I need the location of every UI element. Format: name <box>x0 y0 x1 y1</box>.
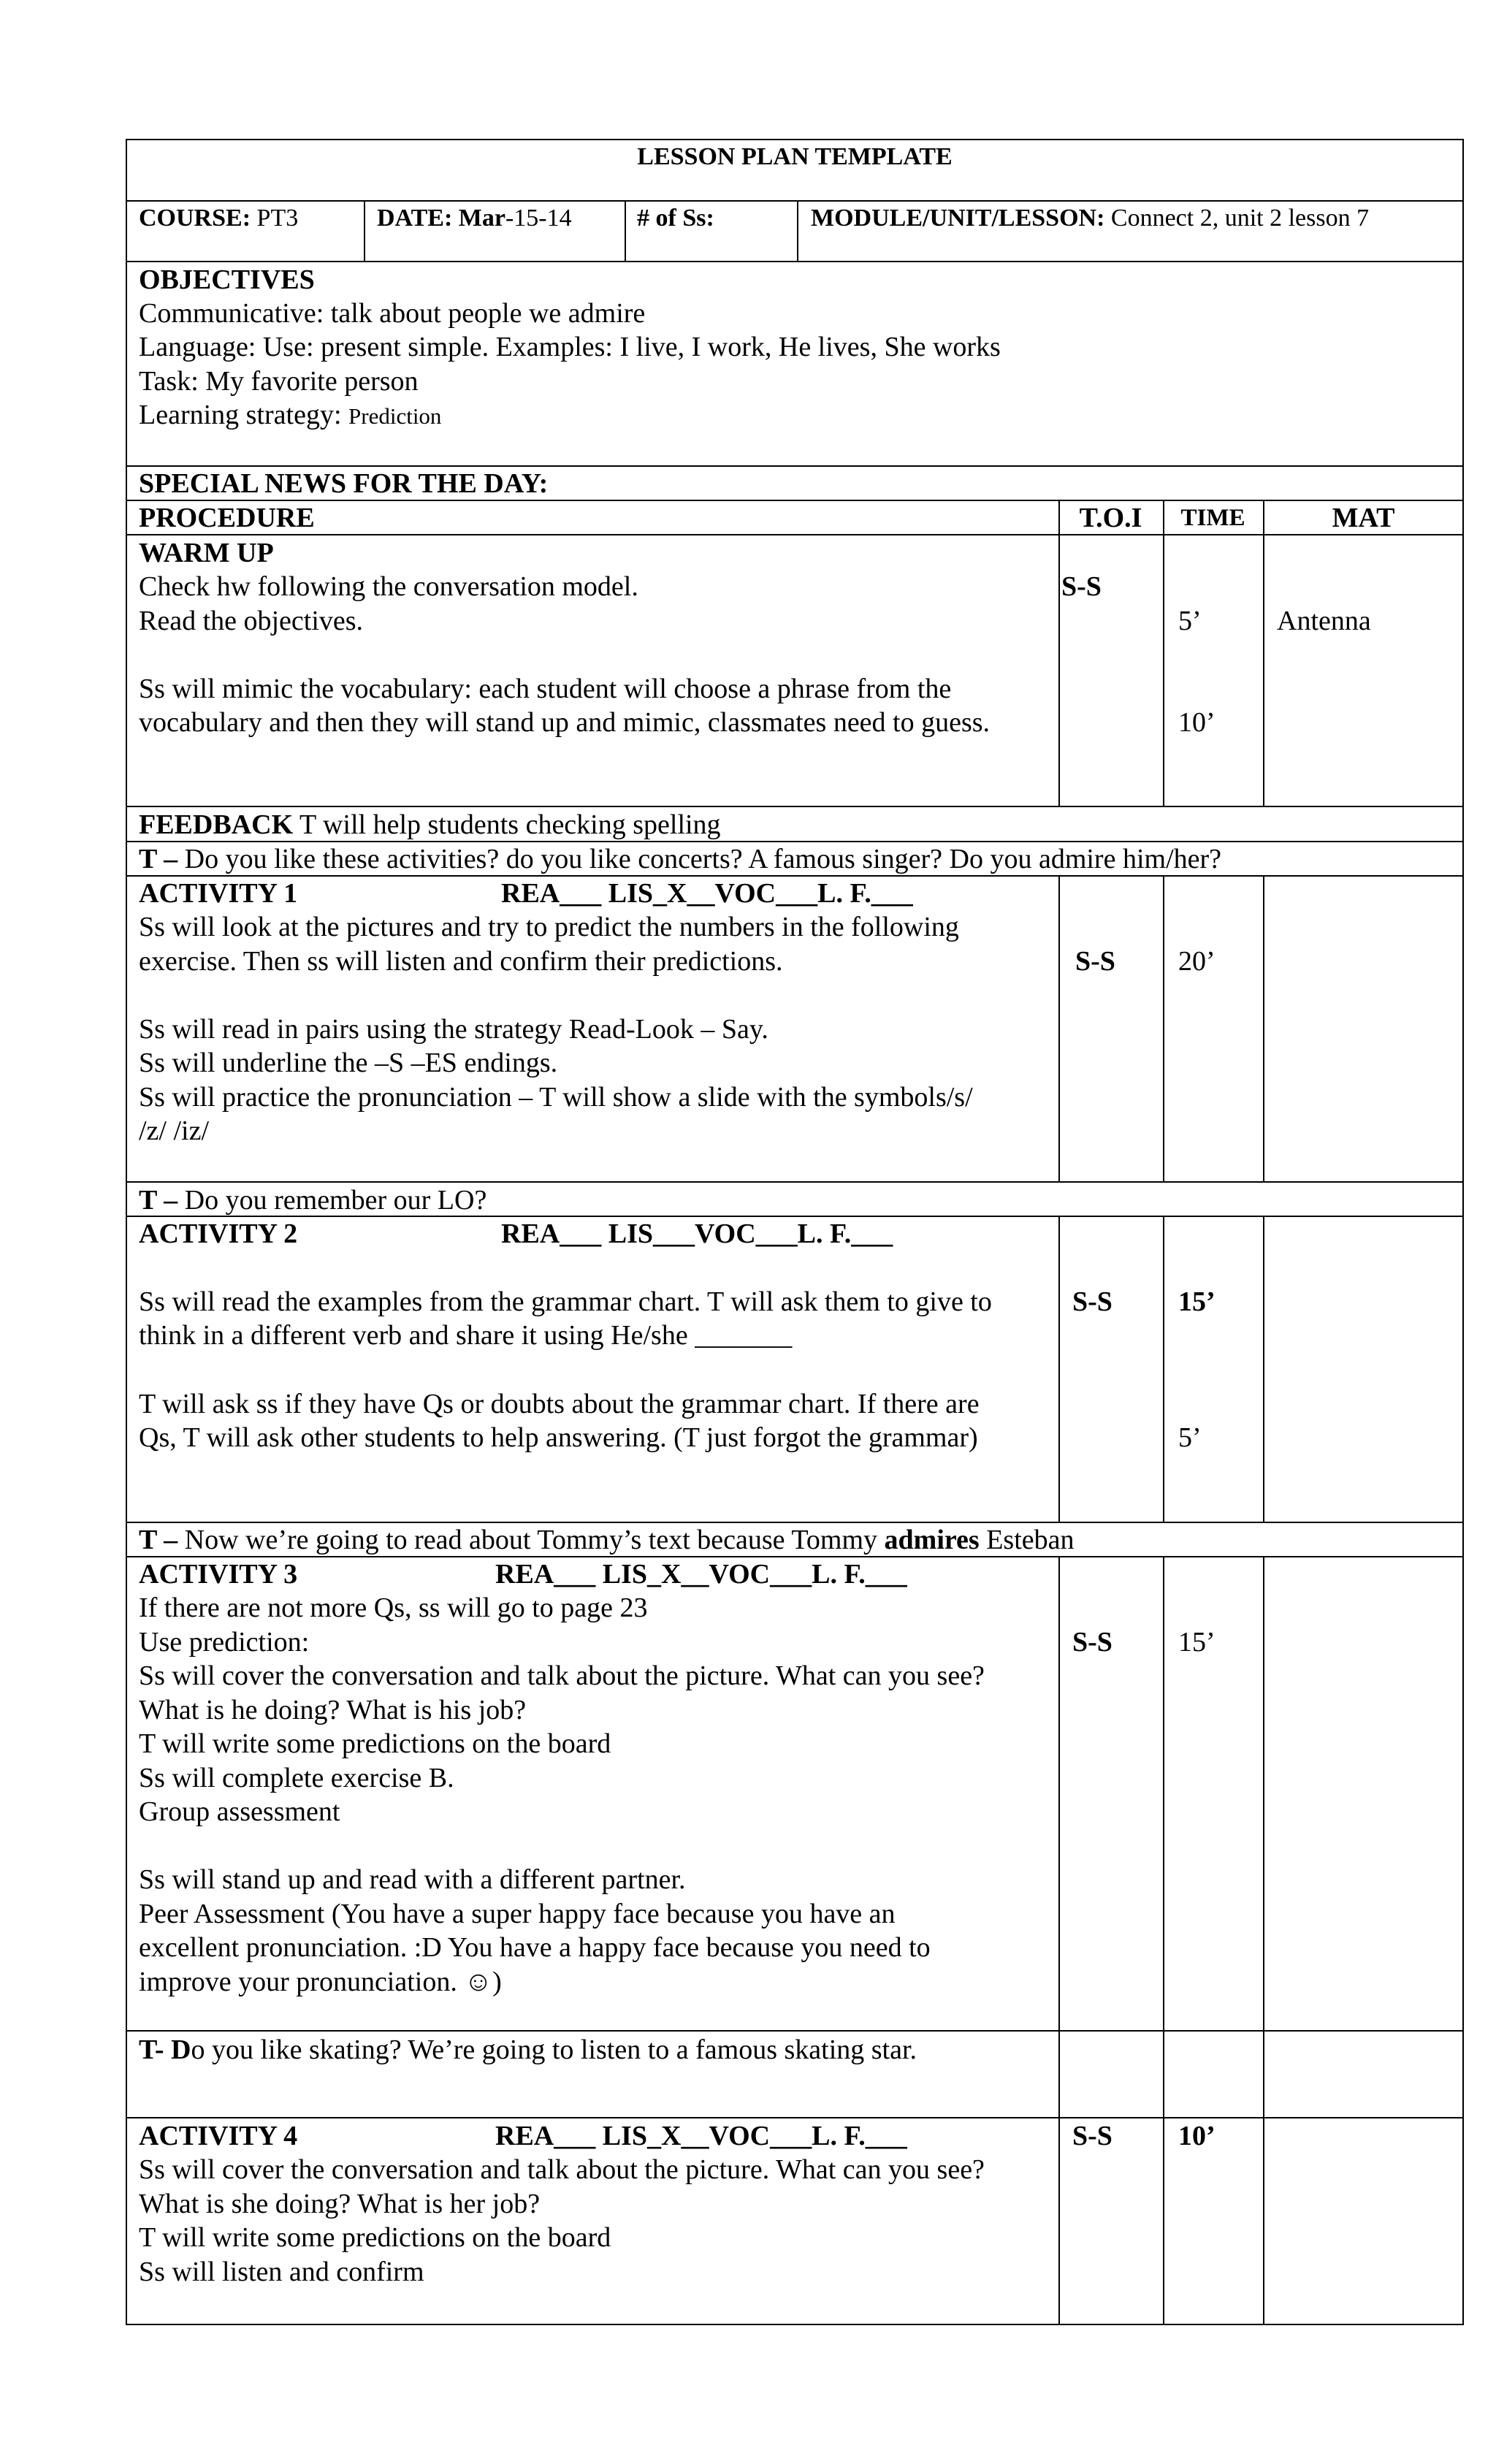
date-field <box>377 202 572 236</box>
divider <box>1263 1556 1264 2325</box>
activity-4-line: Ss will listen and confirm <box>139 2257 424 2287</box>
activity-4-heading: ACTIVITY 4 <box>139 2121 298 2151</box>
warm-up-line: Check hw following the conversation model. <box>139 571 638 602</box>
transition-label: T – <box>139 1525 178 1555</box>
activity-1-toi: S-S <box>1075 946 1115 977</box>
feedback-label: FEEDBACK <box>139 809 294 840</box>
activity-3-skills: REA___ LIS_X__VOC___L. F.___ <box>495 1559 907 1590</box>
divider <box>797 200 798 261</box>
activity-1-heading: ACTIVITY 1 <box>139 878 298 909</box>
divider <box>1058 1216 1060 1522</box>
activity-2-heading: ACTIVITY 2 <box>139 1218 298 1249</box>
divider <box>1058 500 1060 806</box>
strategy-label: Learning strategy: <box>139 400 349 430</box>
activity-4-toi: S-S <box>1072 2121 1113 2151</box>
divider <box>1163 1556 1164 2325</box>
objective-strategy <box>139 398 441 434</box>
transition-emphasis: admires <box>884 1525 980 1555</box>
activity-1-line: Ss will practice the pronunciation – T will show a slide with the symbols/s/ <box>139 1082 973 1113</box>
divider <box>1058 875 1060 1182</box>
activity-3-line: Ss will cover the conversation and talk about the picture. What can you see? <box>139 1660 985 1691</box>
divider <box>625 200 626 261</box>
transition-label: T – <box>139 844 178 874</box>
activity-2-toi: S-S <box>1072 1286 1113 1317</box>
activity-1-time: 20’ <box>1178 946 1216 977</box>
course-field <box>139 202 298 236</box>
warm-up-toi: S-S <box>1061 571 1102 602</box>
activity-3-line: improve your pronunciation. ☺) <box>139 1967 502 1997</box>
activity-4-skills: REA___ LIS_X__VOC___L. F.___ <box>495 2121 907 2151</box>
objective-language: Language: Use: present simple. Examples: I live, I work, He lives, She works <box>139 332 1001 362</box>
activity-3-line: Group assessment <box>139 1796 340 1827</box>
objective-task: Task: My favorite person <box>139 366 419 397</box>
activity-1-line: Ss will read in pairs using the strategy Read-Look – Say. <box>139 1014 768 1045</box>
activity-2-line: T will ask ss if they have Qs or doubts about the grammar chart. If there are <box>139 1389 980 1419</box>
warm-up-line: vocabulary and then they will stand up and mimic, classmates need to guess. <box>139 707 991 738</box>
transition-row <box>139 1523 1075 1557</box>
date-value: -15-14 <box>505 205 572 232</box>
warm-up-time: 10’ <box>1178 707 1216 738</box>
transition-row <box>139 842 1221 877</box>
module-value: Connect 2, unit 2 lesson 7 <box>1104 205 1370 232</box>
divider <box>364 200 365 261</box>
transition-text: o you like skating? We’re going to listen to a famous skating star. <box>191 2034 917 2065</box>
time-heading: TIME <box>1180 505 1245 531</box>
activity-4-line: What is she doing? What is her job? <box>139 2189 541 2219</box>
activity-2-line: Qs, T will ask other students to help answering. (T just forgot the grammar) <box>139 1422 978 1453</box>
course-label: COURSE: <box>139 205 251 232</box>
activity-3-heading: ACTIVITY 3 <box>139 1559 298 1590</box>
divider <box>1163 1216 1164 1522</box>
activity-3-toi: S-S <box>1072 1627 1113 1658</box>
activity-3-line: Ss will stand up and read with a different partner. <box>139 1864 686 1895</box>
students-count-label: # of Ss: <box>637 205 714 232</box>
activity-2-time: 5’ <box>1178 1422 1202 1453</box>
feedback-text: T will help students checking spelling <box>293 809 721 840</box>
activity-1-line: /z/ /iz/ <box>139 1115 210 1146</box>
activity-2-time: 15’ <box>1178 1286 1216 1317</box>
activity-4-line: Ss will cover the conversation and talk about the picture. What can you see? <box>139 2154 985 2185</box>
activity-3-line: Peer Assessment (You have a super happy face because you have an <box>139 1899 896 1929</box>
activity-1-line: Ss will look at the pictures and try to predict the numbers in the following <box>139 912 959 942</box>
activity-3-line: excellent pronunciation. :D You have a happy face because you need to <box>139 1932 931 1963</box>
activity-4-time: 10’ <box>1178 2121 1216 2151</box>
activity-3-line: Ss will complete exercise B. <box>139 1763 454 1793</box>
activity-3-line: What is he doing? What is his job? <box>139 1695 527 1725</box>
transition-label: T- D <box>139 2034 191 2065</box>
divider <box>1058 1556 1060 2325</box>
activity-3-line: T will write some predictions on the board <box>139 1728 611 1759</box>
toi-heading: T.O.I <box>1079 503 1142 533</box>
transition-row <box>139 2033 917 2067</box>
document-title: LESSON PLAN TEMPLATE <box>637 143 953 170</box>
transition-text: Do you like these activities? do you like concerts? A famous singer? Do you admire him/her? <box>178 844 1222 874</box>
feedback-row <box>139 808 721 842</box>
transition-label: T – <box>139 1185 178 1216</box>
activity-3-line: If there are not more Qs, ss will go to page 23 <box>139 1593 648 1623</box>
activity-3-time: 15’ <box>1178 1627 1216 1658</box>
activity-2-line: think in a different verb and share it using He/she _______ <box>139 1320 793 1351</box>
divider <box>1163 875 1164 1182</box>
warm-up-time: 5’ <box>1178 606 1202 636</box>
divider <box>126 261 1464 262</box>
special-news-heading: SPECIAL NEWS FOR THE DAY: <box>139 468 549 499</box>
divider <box>1263 875 1264 1182</box>
objectives-heading: OBJECTIVES <box>139 264 315 295</box>
divider <box>1263 500 1264 806</box>
module-field <box>811 202 1369 236</box>
module-label: MODULE/UNIT/LESSON: <box>811 205 1105 232</box>
activity-4-line: T will write some predictions on the board <box>139 2222 611 2253</box>
transition-row <box>139 1183 486 1218</box>
activity-1-skills: REA___ LIS_X__VOC___L. F.___ <box>501 878 913 909</box>
strategy-value: Prediction <box>348 403 442 429</box>
procedure-heading: PROCEDURE <box>139 503 315 533</box>
divider <box>1263 1216 1264 1522</box>
activity-3-line: Use prediction: <box>139 1627 310 1658</box>
divider <box>1163 500 1164 806</box>
warm-up-heading: WARM UP <box>139 538 274 568</box>
activity-1-line: Ss will underline the –S –ES endings. <box>139 1048 558 1078</box>
activity-2-line: Ss will read the examples from the grammar chart. T will ask them to give to <box>139 1286 992 1317</box>
transition-text: Esteban <box>979 1525 1075 1555</box>
objective-communicative: Communicative: talk about people we admire <box>139 298 646 329</box>
activity-2-skills: REA___ LIS___VOC___L. F.___ <box>501 1218 893 1249</box>
date-label: DATE: Mar <box>377 205 505 232</box>
course-value: PT3 <box>251 205 299 232</box>
mat-heading: MAT <box>1332 503 1395 533</box>
activity-1-line: exercise. Then ss will listen and confirm their predictions. <box>139 946 783 977</box>
warm-up-line: Read the objectives. <box>139 606 364 636</box>
warm-up-material: Antenna <box>1277 606 1371 636</box>
transition-text: Do you remember our LO? <box>178 1185 487 1216</box>
transition-text: Now we’re going to read about Tommy’s text because Tommy <box>178 1525 885 1555</box>
warm-up-line: Ss will mimic the vocabulary: each student will choose a phrase from the <box>139 674 952 704</box>
